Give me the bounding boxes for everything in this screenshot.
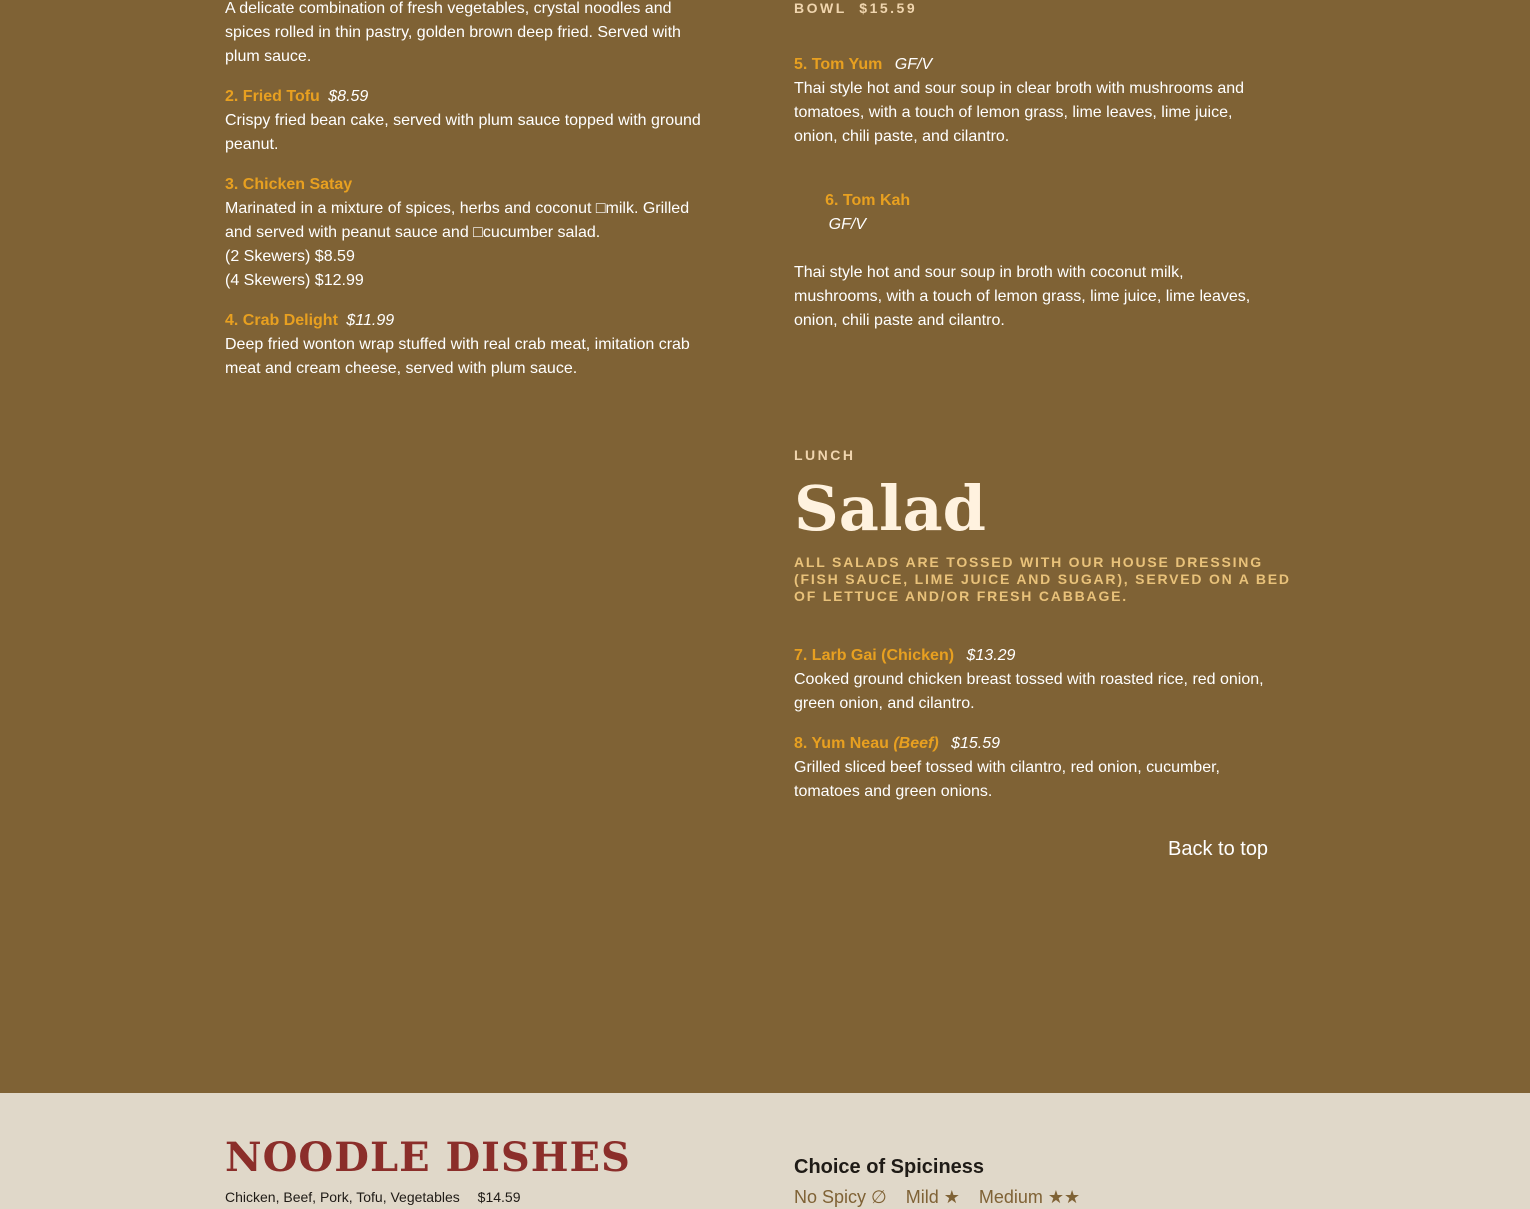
menu-item-fried-tofu — [225, 85, 705, 157]
menu-item-tom-yum — [794, 53, 1264, 149]
item-price: $8.59 — [328, 88, 369, 105]
spiciness-title: Choice of Spiciness — [794, 1156, 985, 1178]
item-diet-tag: GF/V — [828, 216, 867, 233]
item-description: Thai style hot and sour soup in clear broth with mushrooms and tomatoes, with a touch of lemon grass, lime leaves, lime juice, onion, chili paste, and cilantro. — [794, 80, 1245, 145]
noodle-price: $14.59 — [477, 1189, 521, 1205]
item-description: Grilled sliced beef tossed with cilantro, red onion, cucumber, tomatoes and green onions. — [794, 759, 1220, 800]
item-price-option: (2 Skewers) $8.59 — [225, 248, 355, 265]
item-description: Deep fried wonton wrap stuffed with real crab meat, imitation crab meat and cream cheese, served with plum sauce. — [225, 336, 690, 377]
item-description: Marinated in a mixture of spices, herbs and coconut □milk. Grilled and served with peanut sauce and □cucumber salad. — [225, 200, 690, 241]
item-name: 8. Yum Neau — [794, 735, 889, 752]
salad-note: ALL SALADS ARE TOSSED WITH OUR HOUSE DRESSING (FISH SAUCE, LIME JUICE AND SUGAR), SERVED ON A BED OF LETTUCE AND/OR FRESH CABBAGE. — [794, 554, 1291, 604]
spice-level-mild: Mild ★ — [905, 1187, 960, 1207]
bowl-price: BOWL $15.59 — [794, 0, 918, 16]
item-name: 5. Tom Yum — [794, 56, 883, 73]
spring-roll-description: A delicate combination of fresh vegetables, crystal noodles and spices rolled in thin pastry, golden brown deep fried. Served with plum sauce. — [225, 0, 681, 65]
item-price: $13.29 — [966, 647, 1016, 664]
item-description: Thai style hot and sour soup in broth with coconut milk, mushrooms, with a touch of lemon grass, lime juice, lime leaves, onion, chili paste and cilantro. — [794, 264, 1251, 329]
appetizers-column — [225, 0, 705, 381]
menu-item-tom-kah — [794, 165, 1264, 333]
menu-item-crab-delight — [225, 309, 705, 381]
item-name: 2. Fried Tofu — [225, 88, 320, 105]
spice-level-medium: Medium ★★ — [978, 1187, 1081, 1207]
menu-item-larb-gai — [794, 644, 1264, 716]
menu-item-yum-neau — [794, 732, 1224, 804]
item-description: Cooked ground chicken breast tossed with roasted rice, red onion, green onion, and cilantro. — [794, 671, 1264, 712]
item-name: 6. Tom Kah — [820, 192, 911, 209]
noodle-protein-options — [225, 1189, 521, 1205]
item-price: $15.59 — [951, 735, 1001, 752]
item-diet-tag: GF/V — [894, 56, 933, 73]
spice-level-none: No Spicy ∅ — [794, 1187, 887, 1207]
section-kicker: LUNCH — [794, 447, 856, 463]
item-variant: (Beef) — [893, 735, 939, 752]
noodle-proteins: Chicken, Beef, Pork, Tofu, Vegetables — [225, 1189, 460, 1205]
item-description: Crispy fried bean cake, served with plum sauce topped with ground peanut. — [225, 112, 701, 153]
item-name: 3. Chicken Satay — [225, 176, 353, 193]
item-name: 4. Crab Delight — [225, 312, 338, 329]
back-to-top-link[interactable]: Back to top — [1168, 838, 1269, 860]
noodle-dishes-title: NOODLE DISHES — [225, 1134, 631, 1181]
item-price-option: (4 Skewers) $12.99 — [225, 272, 364, 289]
menu-item-chicken-satay — [225, 173, 705, 293]
spiciness-levels — [794, 1187, 1094, 1208]
item-price: $11.99 — [346, 312, 395, 329]
section-title: Salad — [794, 472, 987, 545]
item-name: 7. Larb Gai (Chicken) — [794, 647, 955, 664]
